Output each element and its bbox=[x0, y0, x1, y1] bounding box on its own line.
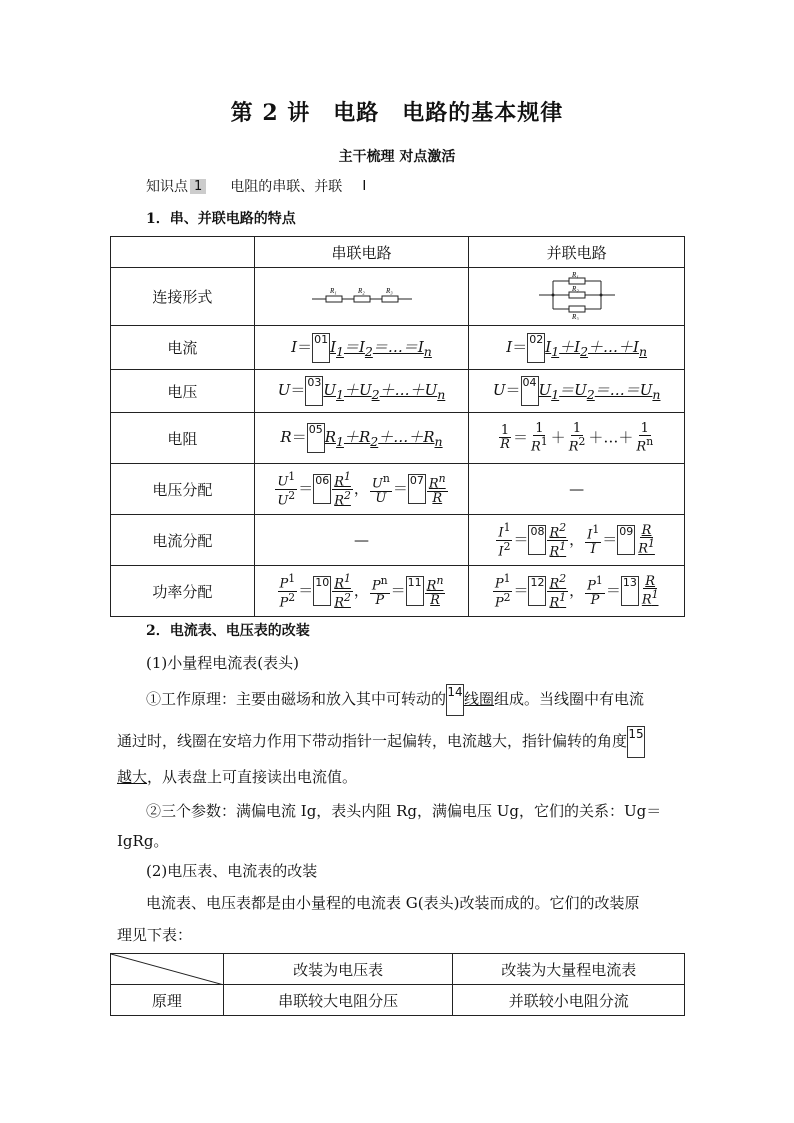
blank-13: 13 bbox=[621, 576, 639, 606]
row-label-voltage: 电压 bbox=[111, 370, 255, 413]
blank-02: 02 bbox=[527, 333, 545, 363]
diagonal-header-cell bbox=[111, 954, 224, 985]
kp-level: Ⅰ bbox=[362, 178, 367, 194]
answer-14: 线圈 bbox=[464, 690, 495, 708]
paragraph-line-5: IgRg。 bbox=[117, 832, 169, 850]
parallel-voltage-formula: U＝ 04 $U_1=U_2=\dots=U_n$ bbox=[469, 370, 685, 413]
series-power-dist-formula: $\frac{P^1}{P^2}$ ＝ 10 $\frac{R^1}{R^2}$ ， $\frac{P^n}{P}$ ＝ 11 $\frac{R^n}{R}$ bbox=[254, 566, 469, 617]
blank-03: 03 bbox=[305, 376, 323, 406]
parallel-voltage-dist-dash: — bbox=[469, 464, 685, 515]
blank-07: 07 bbox=[408, 474, 426, 504]
page-title: 第 2 讲 电路 电路的基本规律 bbox=[230, 100, 564, 126]
series-voltage-formula: U＝ 03 $U_1+U_2+\dots+U_n$ bbox=[254, 370, 469, 413]
paragraph-line-4: ②三个参数：满偏电流 Ig，表头内阻 Rg，满偏电压 Ug，它们的关系：Ug＝ bbox=[146, 802, 662, 820]
voltmeter-principle: 串联较大电阻分压 bbox=[223, 985, 453, 1016]
p3-text: ，从表盘上可直接读出电流值。 bbox=[147, 768, 358, 786]
kp-prefix: 知识点 bbox=[146, 179, 188, 195]
label-r1: R₁ bbox=[329, 286, 337, 295]
row-label-principle: 原理 bbox=[111, 985, 224, 1016]
parallel-current-dist-formula: $\frac{I^1}{I^2}$ ＝ 08 $\frac{R^2}{R^1}$ ， $\frac{I^1}{I}$ ＝ 09 $\frac{R}{R^1}$ bbox=[469, 515, 685, 566]
row-label-voltage-dist: 电压分配 bbox=[111, 464, 255, 515]
section2-sub1: (1)小量程电流表(表头) bbox=[146, 654, 299, 672]
blank-06: 06 bbox=[313, 474, 331, 504]
parallel-power-dist-formula: $\frac{P^1}{P^2}$ ＝ 12 $\frac{R^2}{R^1}$ ， $\frac{P^1}{P}$ ＝ 13 $\frac{R}{R^1}$ bbox=[469, 566, 685, 617]
blank-08: 08 bbox=[528, 525, 546, 555]
knowledge-point bbox=[146, 176, 366, 196]
parallel-circuit-diagram bbox=[469, 268, 685, 326]
blank-11: 11 bbox=[406, 576, 424, 606]
section1-heading: 1．串、并联电路的特点 bbox=[146, 211, 296, 227]
parallel-resistance-formula: $\frac{1}{R}$ ＝ $\frac{1}{R^1}$ ＋ $\frac{1}{R^2}$ ＋…＋ $\frac{1}{R^n}$ bbox=[469, 413, 685, 464]
parallel-resistor-diagram bbox=[539, 270, 615, 320]
parallel-current-formula: I＝ 02 $I_1+I_2+\dots+I_n$ bbox=[469, 326, 685, 370]
section2-heading: 2．电流表、电压表的改装 bbox=[146, 623, 310, 639]
label-r2: R₂ bbox=[571, 284, 579, 293]
p1-part-a: ①工作原理：主要由磁场和放入其中可转动的 bbox=[146, 690, 447, 708]
series-parallel-table bbox=[110, 236, 685, 617]
kp-number-badge: 1 bbox=[190, 179, 206, 194]
series-voltage-dist-formula: $\frac{U^1}{U^2}$ ＝ 06 $\frac{R^1}{R^2}$ ， $\frac{U^n}{U}$ ＝ 07 $\frac{R^n}{R}$ bbox=[254, 464, 469, 515]
series-resistor-diagram bbox=[312, 283, 412, 307]
section-subtitle: 主干梳理 对点激活 bbox=[338, 149, 456, 165]
ammeter-principle: 并联较小电阻分流 bbox=[453, 985, 685, 1016]
blank-14: 14 bbox=[446, 684, 464, 716]
answer-15: 越大 bbox=[117, 768, 148, 786]
blank-04: 04 bbox=[521, 376, 539, 406]
paragraph-line-6: 电流表、电压表都是由小量程的电流表 G(表头)改装而成的。它们的改装原 bbox=[146, 894, 640, 912]
p1-part-b: 组成。当线圈中有电流 bbox=[494, 690, 645, 708]
label-r1: R₁ bbox=[571, 270, 579, 279]
blank-10: 10 bbox=[313, 576, 331, 606]
series-circuit-diagram bbox=[254, 268, 469, 326]
row-label-connection: 连接形式 bbox=[111, 268, 255, 326]
meter-conversion-table bbox=[110, 953, 685, 1016]
label-r2: R₂ bbox=[357, 286, 365, 295]
paragraph-line-1 bbox=[146, 684, 686, 716]
blank-09: 09 bbox=[617, 525, 635, 555]
blank-12: 12 bbox=[528, 576, 546, 606]
blank-05: 05 bbox=[307, 423, 325, 453]
blank-15: 15 bbox=[627, 726, 645, 758]
paragraph-line-7: 理见下表： bbox=[117, 926, 193, 944]
header-ammeter: 改装为大量程电流表 bbox=[453, 954, 685, 985]
row-label-current-dist: 电流分配 bbox=[111, 515, 255, 566]
blank-01: 01 bbox=[312, 333, 330, 363]
p2-part-a: 通过时，线圈在安培力作用下带动指针一起偏转，电流越大，指针偏转的角度 bbox=[117, 732, 628, 750]
row-label-resistance: 电阻 bbox=[111, 413, 255, 464]
row-label-power-dist: 功率分配 bbox=[111, 566, 255, 617]
paragraph-line-3 bbox=[117, 762, 357, 792]
diagonal-line bbox=[111, 954, 224, 985]
header-series: 串联电路 bbox=[254, 237, 469, 268]
header-voltmeter: 改装为电压表 bbox=[223, 954, 453, 985]
header-empty-cell bbox=[111, 237, 255, 268]
section2-sub2: (2)电压表、电流表的改装 bbox=[146, 862, 318, 880]
series-current-formula: I＝ 01 $I_1=I_2=\dots=I_n$ bbox=[254, 326, 469, 370]
kp-text: 电阻的串联、并联 bbox=[230, 179, 343, 195]
row-label-current: 电流 bbox=[111, 326, 255, 370]
paragraph-line-2 bbox=[117, 726, 687, 758]
header-parallel: 并联电路 bbox=[469, 237, 685, 268]
series-resistance-formula: R＝ 05 $R_1+R_2+\dots+R_n$ bbox=[254, 413, 469, 464]
label-r3: R₃ bbox=[571, 312, 579, 320]
label-r3: R₃ bbox=[385, 286, 393, 295]
series-current-dist-dash: — bbox=[254, 515, 469, 566]
